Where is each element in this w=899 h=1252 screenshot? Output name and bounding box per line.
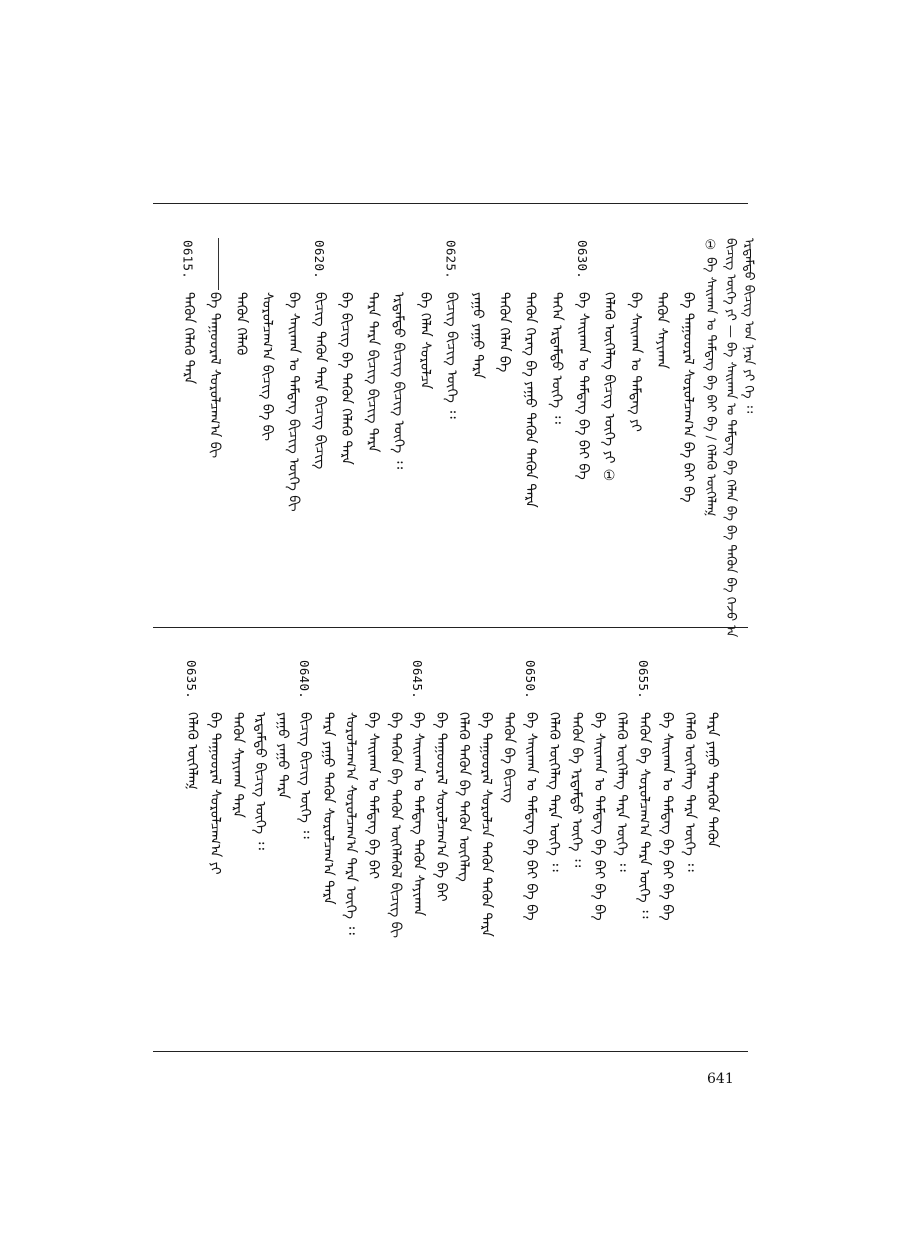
line-number: 0655.	[636, 660, 652, 700]
text-line: ᠪᠡ ᠪᠢᠴᠢᠭ ᠪᠠ ᠲᠡᠭᠦᠨ ᠬᠡᠯᠡᠬᠦ ᠲᠡᠷᠡ	[338, 292, 355, 465]
text-line: ᠪᠡ ᠰᠠᠢᠬᠠᠨ ᠤ ᠲᠡᠮᠳᠡᠭ ᠪᠠ ᠪᠠᠢ	[365, 712, 381, 879]
text-line: ᠲᠡᠭᠦᠨ ᠬᠡᠷᠡᠭ ᠪᠠ ᠶᠠᠭᠤ ᠲᠡᠭᠦᠨ ᠲᠡᠭᠦᠨ ᠲᠡᠷᠡ	[522, 292, 539, 508]
text-line: ᠪᠡ ᠳᠠᠭᠤᠤᠷᠠᠯ ᠰᠤᠷᠤᠯᠴᠠᠭ᠎ᠠ ᠶᠢ	[206, 712, 223, 875]
text-line: ᠪᠡ ᠳᠠᠭᠤᠤᠷᠠᠯ ᠰᠤᠷᠤᠯᠴᠠᠭ᠎ᠠ ᠪᠠ ᠪᠠᠢ ᠪᠡ	[680, 292, 696, 503]
text-line: ᠲᠡᠭᠦᠨ ᠪᠡ ᠪᠢᠴᠢᠭ	[500, 712, 517, 804]
text-line: ᠲᠡᠷᠡ ᠶᠠᠭᠤ ᠲᠡᠷᠡᠭᠦᠨ ᠲᠡᠭᠦᠨ	[704, 712, 720, 848]
text-line: ᠬᠡᠯᠡᠬᠦ ᠦᠭᠡᠯᠡᠭ ᠪᠢᠴᠢᠭ ᠦᠭᠡ ᠶᠢ ①	[601, 292, 618, 484]
line-number: 0620.	[311, 240, 327, 280]
line-number: 0630.	[574, 240, 590, 280]
text-line: ᠲᠡᠷᠡ ᠲᠡᠷᠡ ᠪᠢᠴᠢᠭ ᠪᠢᠴᠢᠭ ᠲᠡᠷᠡ	[364, 292, 381, 453]
text-line: ᠪᠡ ᠳᠠᠭᠤᠤᠷᠠᠯ ᠰᠤᠷᠤᠯᠴᠠ ᠲᠡᠭᠦᠨ ᠲᠡᠭᠦᠨ ᠲᠡᠷᠡ	[478, 712, 494, 937]
middle-rule	[153, 627, 748, 628]
text-line: ᠡᠷᠳᠡᠮᠲᠦ ᠪᠢᠴᠢᠭ ᠪᠢᠴᠢᠭ ᠦᠭᠡ ᠄᠄	[390, 292, 407, 470]
line-number: 0640.	[297, 660, 313, 700]
top-rule	[153, 203, 748, 204]
text-line: ᠬᠡᠯᠡᠬᠦ ᠦᠭᠡᠯᠡᠭ ᠲᠡᠷᠡ ᠦᠭᠡ ᠄᠄	[613, 712, 630, 872]
line-number: 0615.	[180, 240, 196, 280]
footnote-separator	[218, 238, 219, 290]
text-line: ᠲᠡᠭᠦᠨ ᠬᠡᠯᠡᠨ ᠪᠡ	[495, 292, 512, 373]
text-line: ᠪᠡ ᠲᠡᠭᠦᠨ ᠪᠠ ᠲᠡᠭᠦᠨ ᠦᠭᠡᠯᠡᠭᠦᠯ ᠪᠢᠴᠢᠭ ᠪᠢ	[387, 712, 404, 939]
text-line: ᠪᠡ ᠰᠠᠢᠬᠠᠨ ᠤ ᠲᠡᠮᠳᠡᠭ ᠪᠢᠴᠢᠭ ᠦᠭᠡ ᠪᠢ	[285, 292, 302, 512]
text-line: ᠡᠷᠳᠡᠮᠲᠦ ᠪᠢᠴᠢᠭ ᠦᠭᠡ ᠄᠄	[252, 712, 268, 850]
text-line: ᠬᠡᠯᠡᠬᠦ ᠦᠭᠡᠯᠡᠭ ᠲᠡᠷᠡ ᠦᠭᠡ ᠄᠄	[545, 712, 562, 872]
text-line: ᠶᠠᠭᠤ ᠶᠠᠭᠤ ᠲᠡᠷᠡ	[469, 292, 486, 379]
line-number: 0645.	[410, 660, 426, 700]
text-line: ᠲᠡᠭᠦᠨ ᠪᠠ ᠡᠷᠳᠡᠮᠲᠦ ᠦᠭᠡ ᠄᠄	[568, 712, 585, 868]
text-line: ᠲᠡᠭᠡᠨ ᠡᠷᠳᠡᠮᠲᠦ ᠦᠭᠡ ᠄᠄	[548, 292, 565, 424]
text-line: ᠪᠢᠴᠢᠭ᠌ ᠲᠡᠭᠦᠨ ᠲᠡᠷᠡ ᠪᠢᠴᠢᠭ ᠪᠢᠴᠢᠭ	[311, 292, 328, 470]
text-line: ᠲᠡᠭᠦᠨ ᠬᠡᠯᠡᠬᠦ	[232, 292, 249, 356]
text-line: ᠪᠢᠴᠢᠭ᠌ ᠪᠢᠴᠢᠭ ᠦᠭᠡ ᠄᠄	[297, 712, 314, 839]
footnote-line: ① ᠪᠡ ᠰᠠᠢᠬᠠᠨ ᠤ ᠲᠡᠮᠳᠡᠭ ᠪᠡ ᠪᠠᠢ ᠪᠡ / ᠬᠡᠯᠡᠬᠦ ᠦᠭᠡᠯᠡᠭ᠍	[703, 238, 718, 517]
text-line: ᠶᠠᠭᠤ ᠶᠠᠭᠤ ᠲᠡᠷᠡ	[274, 712, 291, 799]
text-line: ᠰᠤᠷᠤᠯᠴᠠᠭ᠎ᠠ ᠰᠤᠷᠤᠯᠴᠠᠭ᠎ᠠ ᠲᠡᠷᠡ ᠦᠭᠡ ᠄᠄	[342, 712, 359, 935]
text-line: ᠪᠡ ᠳᠠᠭᠤᠤᠷᠠᠯ ᠰᠤᠷᠤᠯᠴᠠᠭ᠎ᠠ ᠪᠠ ᠪᠠᠢ	[432, 712, 449, 902]
text-line: ᠪᠡ ᠬᠡᠯᠡᠨ ᠰᠤᠷᠤᠯᠴᠠ	[417, 292, 433, 390]
text-line: ᠬᠡᠯᠡᠬᠦ ᠦᠭᠡᠯᠡᠭ ᠲᠡᠷᠡ ᠦᠭᠡ ᠄᠄	[681, 712, 698, 872]
page-number: 641	[707, 1071, 734, 1087]
text-line: ᠪᠡ ᠰᠠᠢᠬᠠᠨ ᠤ ᠲᠡᠮᠳᠡᠭ ᠪᠠ ᠪᠠᠢ ᠪᠡ ᠪᠡ	[658, 712, 675, 921]
footnote-line: ᠪᠢᠴᠢᠭ ᠦᠭᠡ ᠶᠢ — ᠪᠡ ᠰᠠᠢᠬᠠᠨ ᠤ ᠲᠡᠮᠳᠡᠭ ᠪᠡ ᠬᠡᠯᠡᠨ ᠪᠡ ᠪᠡ ᠲᠡᠭᠦᠨ ᠪᠠ ᠭᠡᠵᠦ ᠠ	[723, 238, 738, 638]
text-line: ᠲᠡᠭᠦᠨ ᠬᠡᠯᠡᠬᠦ ᠲᠡᠷᠡ	[180, 292, 197, 385]
footnote-line: ᠡᠷᠳᠡᠮᠲᠦ ᠪᠢᠴᠢᠭ ᠤᠨ ᠨᠡᠷᠡ ᠶᠢ ᠬᠡ ᠄᠄	[741, 238, 756, 414]
text-line: ᠪᠡ ᠳᠠᠭᠤᠤᠷᠠᠯ ᠰᠤᠷᠤᠯᠴᠠᠭ᠎ᠠ ᠪᠢ	[206, 292, 223, 459]
text-line: ᠪᠢᠴᠢᠭ᠌ ᠪᠢᠴᠢᠭ ᠦᠭᠡ ᠄᠄	[443, 292, 460, 419]
line-number: 0625.	[443, 240, 459, 280]
line-number: 0635.	[184, 660, 200, 700]
text-line: ᠪᠡ ᠰᠠᠢᠬᠠᠨ ᠤ ᠲᠡᠮᠳᠡᠭ ᠪᠠ ᠪᠠᠢ ᠪᠡ ᠪᠡ	[591, 712, 607, 921]
text-line: ᠲᠡᠭᠦᠨ ᠰᠠᠶᠢᠬᠠᠨ	[653, 292, 670, 370]
text-line: ᠪᠡ ᠰᠠᠢᠬᠠᠨ ᠤ ᠲᠡᠮᠳᠡᠭ ᠪᠠ ᠪᠠᠢ ᠪᠡ ᠪᠡ	[523, 712, 540, 921]
bottom-rule	[153, 1051, 748, 1052]
text-line: ᠪᠡ ᠰᠠᠢᠬᠠᠨ ᠤ ᠲᠡᠮᠳᠡᠭ ᠶᠢ	[627, 292, 644, 432]
line-number: 0650.	[523, 660, 539, 700]
text-line: ᠲᠡᠭᠦᠨ ᠰᠠᠶᠢᠬᠠᠨ ᠲᠡᠷᠡ	[229, 712, 246, 818]
text-line: ᠪᠡ ᠰᠠᠢᠬᠠᠨ ᠤ ᠲᠡᠮᠳᠡᠭ ᠲᠡᠭᠦᠨ ᠰᠠᠶᠢᠬᠠᠨ	[410, 712, 427, 917]
text-line: ᠲᠡᠷᠡ ᠶᠠᠭᠤ ᠲᠡᠭᠦᠨ ᠰᠤᠷᠤᠯᠴᠠᠭ᠎ᠠ ᠲᠡᠷᠡ	[319, 712, 336, 905]
text-line: ᠪᠡ ᠰᠠᠢᠬᠠᠨ ᠤ ᠲᠡᠮᠳᠡᠭ ᠪᠠ ᠪᠠᠢ ᠪᠡ	[574, 292, 591, 480]
text-line: ᠬᠡᠯᠡᠬᠦ ᠦᠭᠡᠯᠡᠭ᠍	[184, 712, 201, 790]
text-line: ᠰᠤᠷᠤᠯᠴᠠᠭ᠎ᠠ ᠪᠢᠴᠢᠭ ᠪᠠ ᠪᠢ	[259, 292, 276, 442]
text-line: ᠬᠡᠯᠡᠬᠦ ᠲᠡᠭᠦᠨ ᠪᠠ ᠲᠡᠭᠦᠨ ᠦᠭᠡᠯᠡᠭ	[455, 712, 472, 882]
text-line: ᠲᠡᠭᠦᠨ ᠪᠠ ᠰᠤᠷᠤᠯᠴᠠᠭ᠎ᠠ ᠲᠡᠷᠡ ᠦᠭᠡ ᠄᠄	[636, 712, 653, 919]
